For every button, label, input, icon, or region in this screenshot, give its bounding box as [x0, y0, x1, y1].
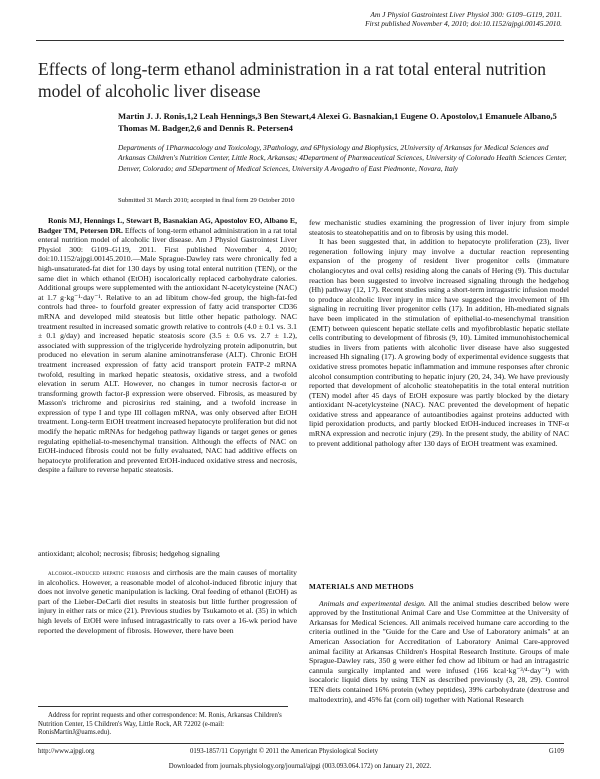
keywords-text: antioxidant; alcohol; necrosis; fibrosis; hedgehog signaling [38, 549, 220, 558]
copyright: 0193-1857/11 Copyright © 2011 the American Physiological Society [190, 748, 378, 755]
methods-heading: MATERIALS AND METHODS [309, 583, 414, 591]
article-title: Effects of long-term ethanol administration in a rat total enteral nutrition model of alcoholic liver disease [38, 59, 546, 101]
abstract [38, 216, 297, 475]
intro-paragraph-2: It has been suggested that, in addition to hepatocyte proliferation (23), liver regeneration following injury may involve a ductular reaction representing expansion of the progeny of resident liver progenitor cells (immature cholangiocytes and oval cells) residing along the canals of Hering (9). This ductular reaction has been suggested to involve increased signaling through the hedgehog (Hh) pathway (12, 17). Recent studies using a short-term intragastric infusion model to produce alcoholic liver injury in mice have suggested the involvement of Hh signaling in recruiting liver progenitor cells (17). In addition, Hh-mediated signals have been implicated in the stimulation of epithelial-to-mesenchymal transition (EMT) between quiescent hepatic stellate cells and myofibroblastic hepatic stellate cells contributing to development of fibrosis (9, 10). Limited immunohistochemical studies in livers from patients with alcoholic liver disease have also suggested increased Hh signaling (17). A growing body of experimental evidence suggests that oxidative stress promotes hepatic inflammation and immune responses after chronic alcohol consumption contributing to hepatic injury (20, 24, 34). We have previously reported that development of alcoholic steatohepatitis in the total enteral nutrition (TEN) model after 45 days of EtOH exposure was partly blocked by the dietary antioxidant N-acetylcysteine (NAC). NAC prevented the development of hepatic oxidative stress and appearance of autoantibodies against proteins adducted with lipid peroxidation products, and partly blocked EtOH-induced increases in TNF-α mRNA expression and necrotic injury (29). In the present study, the ability of NAC to prevent additional pathology after 130 days of EtOH treatment was examined. [309, 237, 569, 448]
right-column-intro [309, 218, 569, 448]
affiliations: Departments of 1Pharmacology and Toxicology, 3Pathology, and 6Physiology and Biophysics, 2University of Arkansas for Medical Sciences and Arkansas Children's Nutrition Center, Little Rock, Arkansas; 4Department of Pharmaceutical Sciences, University of Colorado Health Sciences Center, Denver, Colorado; and 5Department of Medical Sciences, University A Avogadro of East Piedmonte, Novara, Italy [118, 143, 567, 173]
author-list: Martin J. J. Ronis,1,2 Leah Hennings,3 Ben Stewart,4 Alexei G. Basnakian,1 Eugene O. Apostolov,1 Emanuele Albano,5 Thomas M. Badger,2,6 and Dennis R. Petersen4 [118, 111, 557, 133]
correspondence-footnote [38, 712, 293, 738]
submission-dates: Submitted 31 March 2010; accepted in final form 29 October 2010 [118, 197, 295, 204]
header-rule [36, 40, 564, 41]
methods-section [309, 583, 569, 704]
methods-text: All the animal studies described below were approved by the Institutional Animal Care and Use Committee at the University of Arkansas for Medical Sciences. All animals received humane care according to the criteria outlined in the "Guide for the Care and Use of Laboratory animals" at an American Association for Accreditation of Laboratory Animal Care-approved animal facility at Arkansas Children's Hospital Research Institute. Groups of male Sprague-Dawley rats, 350 g were either fed chow ad libitum or had an intragastric cannula surgically implanted and were infused (166 kcal·kg⁻³/⁴·day⁻¹) with isocaloric liquid diets by using TEN as described previously (3, 28, 29). Control TEN diets contained 16% protein (whey peptides), 39% carbohydrate (dextrose and maltodextrin), and 45% fat (corn oil) together with National Research [309, 598, 569, 704]
footer-rule [36, 743, 564, 744]
intro-lead: alcohol-induced hepatic fibrosis [48, 568, 151, 577]
running-header [162, 10, 562, 28]
doi-line: First published November 4, 2010; doi:10.1152/ajpgi.00145.2010. [365, 19, 562, 28]
abstract-text: Effects of long-term ethanol administration in a rat total enteral nutrition model of alcoholic liver disease. Am J Physiol Gastrointest Liver Physiol 300: G109–G119, 2011. First published November 4, 2010; doi:10.1152/ajpgi.00145.2010.—Male Sprague-Dawley rats were chronically fed a high-unsaturated-fat diet for 130 days by using total enteral nutrition (TEN), or the same diet in which ethanol (EtOH) isocalorically replaced carbohydrate calories. Additional groups were supplemented with the antioxidant N-acetylcysteine (NAC) at 1.7 g·kg⁻¹·day⁻¹. Relative to an ad libitum chow-fed group, the high-fat-fed controls had three- to fourfold greater expression of fatty acid transporter CD36 mRNA and developed mild steatosis but little other hepatic pathology. NAC treatment resulted in increased somatic growth relative to controls (4.0 ± 0.1 vs. 3.1 ± 0.1 g/day) and increased hepatic steatosis score (3.5 ± 0.6 vs. 2.7 ± 1.2), associated with suppression of the triglyceride hydrolyzing protein adiponutrin, but produced no elevation in serum alanine aminotransferase (ALT). Chronic EtOH treatment increased expression of fatty acid transport protein FATP-2 mRNA twofold, resulting in marked hepatic steatosis, oxidative stress, and a twofold elevation in serum ALT. However, no changes in tumor necrosis factor-α or transforming growth factor-β expression were observed. Fibrosis, as measured by Masson's trichrome and picrosirius red staining, and a twofold increase in expression of type I and type III collagen mRNA, was only observed after EtOH treatment. Long-term EtOH treatment increased hepatocyte proliferation but did not modify the hepatic mRNAs for hedgehog pathway ligands or target genes or genes regulating epithelial-to-mesenchymal transition. Although the effects of NAC on EtOH-induced fibrosis could not be fully evaluated, NAC had additive effects on hepatocyte proliferation and prevented EtOH-induced oxidative stress and necrosis, despite a failure to reverse hepatic steatosis. [38, 225, 298, 475]
introduction [38, 568, 297, 635]
footnote-rule [38, 706, 288, 707]
journal-url[interactable]: http://www.ajpgi.org [38, 748, 95, 755]
methods-subheading: Animals and experimental design. [319, 598, 426, 608]
keywords [38, 549, 297, 559]
footnote-text: Address for reprint requests and other correspondence: M. Ronis, Arkansas Children's Nutrition Center, 15 Children's Way, Little Rock, AR 72202 (e-mail: RonisMartinJ@uams.edu). [38, 712, 282, 737]
intro-text: and cirrhosis are the main causes of mortality in alcoholics. However, a reasonable model of alcohol-induced fibrotic injury that does not involve genetic manipulation is lacking. Oral feeding of ethanol (EtOH) as part of the Lieber-DeCarli diet results in steatosis but little further progression of injury in either rats or mice (21). Previous studies by Tsukamoto et al. (35) in which high levels of EtOH were infused intragastrically to rats over a 16-wk period have reported the development of fibrosis. However, there have been [38, 568, 298, 635]
journal-citation: Am J Physiol Gastrointest Liver Physiol 300: G109–G119, 2011. [370, 10, 562, 19]
page-number: G109 [548, 748, 564, 755]
intro-continuation: few mechanistic studies examining the progression of liver injury from simple steatosis to steatohepatitis and on to fibrosis by using this model. [309, 218, 569, 237]
abstract-citation-authors: Ronis MJ, Hennings L, Stewart B, Basnakian AG, Apostolov EO, Albano E, Badger TM, Petersen DR. [38, 216, 297, 235]
download-notice: Downloaded from journals.physiology.org/journal/ajpgi (003.093.064.172) on January 21, 2022. [168, 763, 432, 770]
